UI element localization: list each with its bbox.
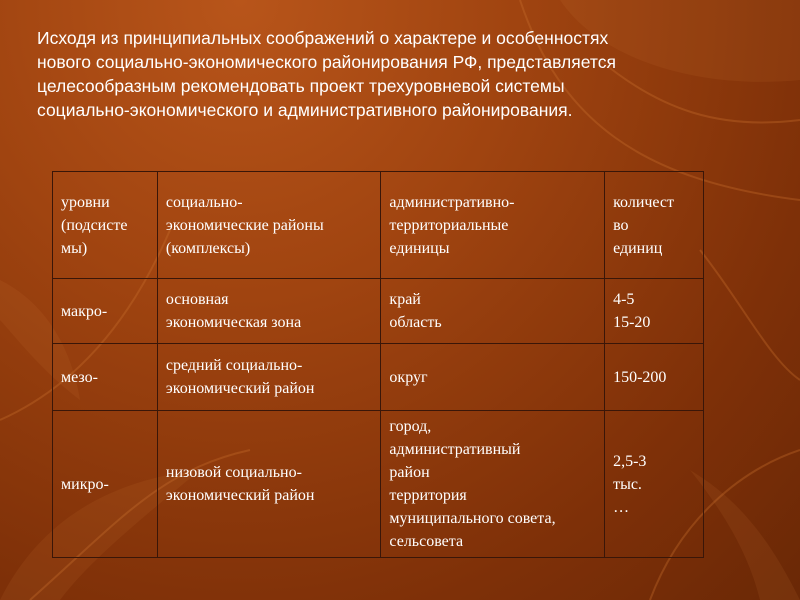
header-cell-levels: уровни (подсисте мы)	[53, 172, 158, 279]
cell-level: мезо-	[53, 344, 158, 411]
cell-administrative: город, административный район территория муниципального совета, сельсовета	[381, 411, 605, 558]
intro-line: Исходя из принципиальных соображений о характере и особенностях	[37, 28, 609, 48]
cell-socio-economic: основная экономическая зона	[157, 279, 381, 344]
cell-count: 2,5-3 тыс. …	[605, 411, 704, 558]
cell-administrative: округ	[381, 344, 605, 411]
cell-count: 4-5 15-20	[605, 279, 704, 344]
header-cell-count: количест во единиц	[605, 172, 704, 279]
cell-level: макро-	[53, 279, 158, 344]
header-cell-socio-economic: социально- экономические районы (комплексы)	[157, 172, 381, 279]
regionalization-levels-table	[52, 171, 704, 558]
header-cell-administrative: административно- территориальные единицы	[381, 172, 605, 279]
table-row-meso	[53, 344, 704, 411]
intro-line: нового социально-экономического районирования РФ, представляется	[37, 52, 616, 72]
intro-line: социально-экономического и административного районирования.	[37, 100, 573, 120]
cell-count: 150-200	[605, 344, 704, 411]
cell-level: микро-	[53, 411, 158, 558]
table-row-micro	[53, 411, 704, 558]
intro-paragraph	[37, 26, 757, 122]
cell-socio-economic: низовой социально- экономический район	[157, 411, 381, 558]
table-row-macro	[53, 279, 704, 344]
cell-administrative: край область	[381, 279, 605, 344]
intro-line: целесообразным рекомендовать проект трехуровневой системы	[37, 76, 565, 96]
table-header-row	[53, 172, 704, 279]
cell-socio-economic: средний социально- экономический район	[157, 344, 381, 411]
